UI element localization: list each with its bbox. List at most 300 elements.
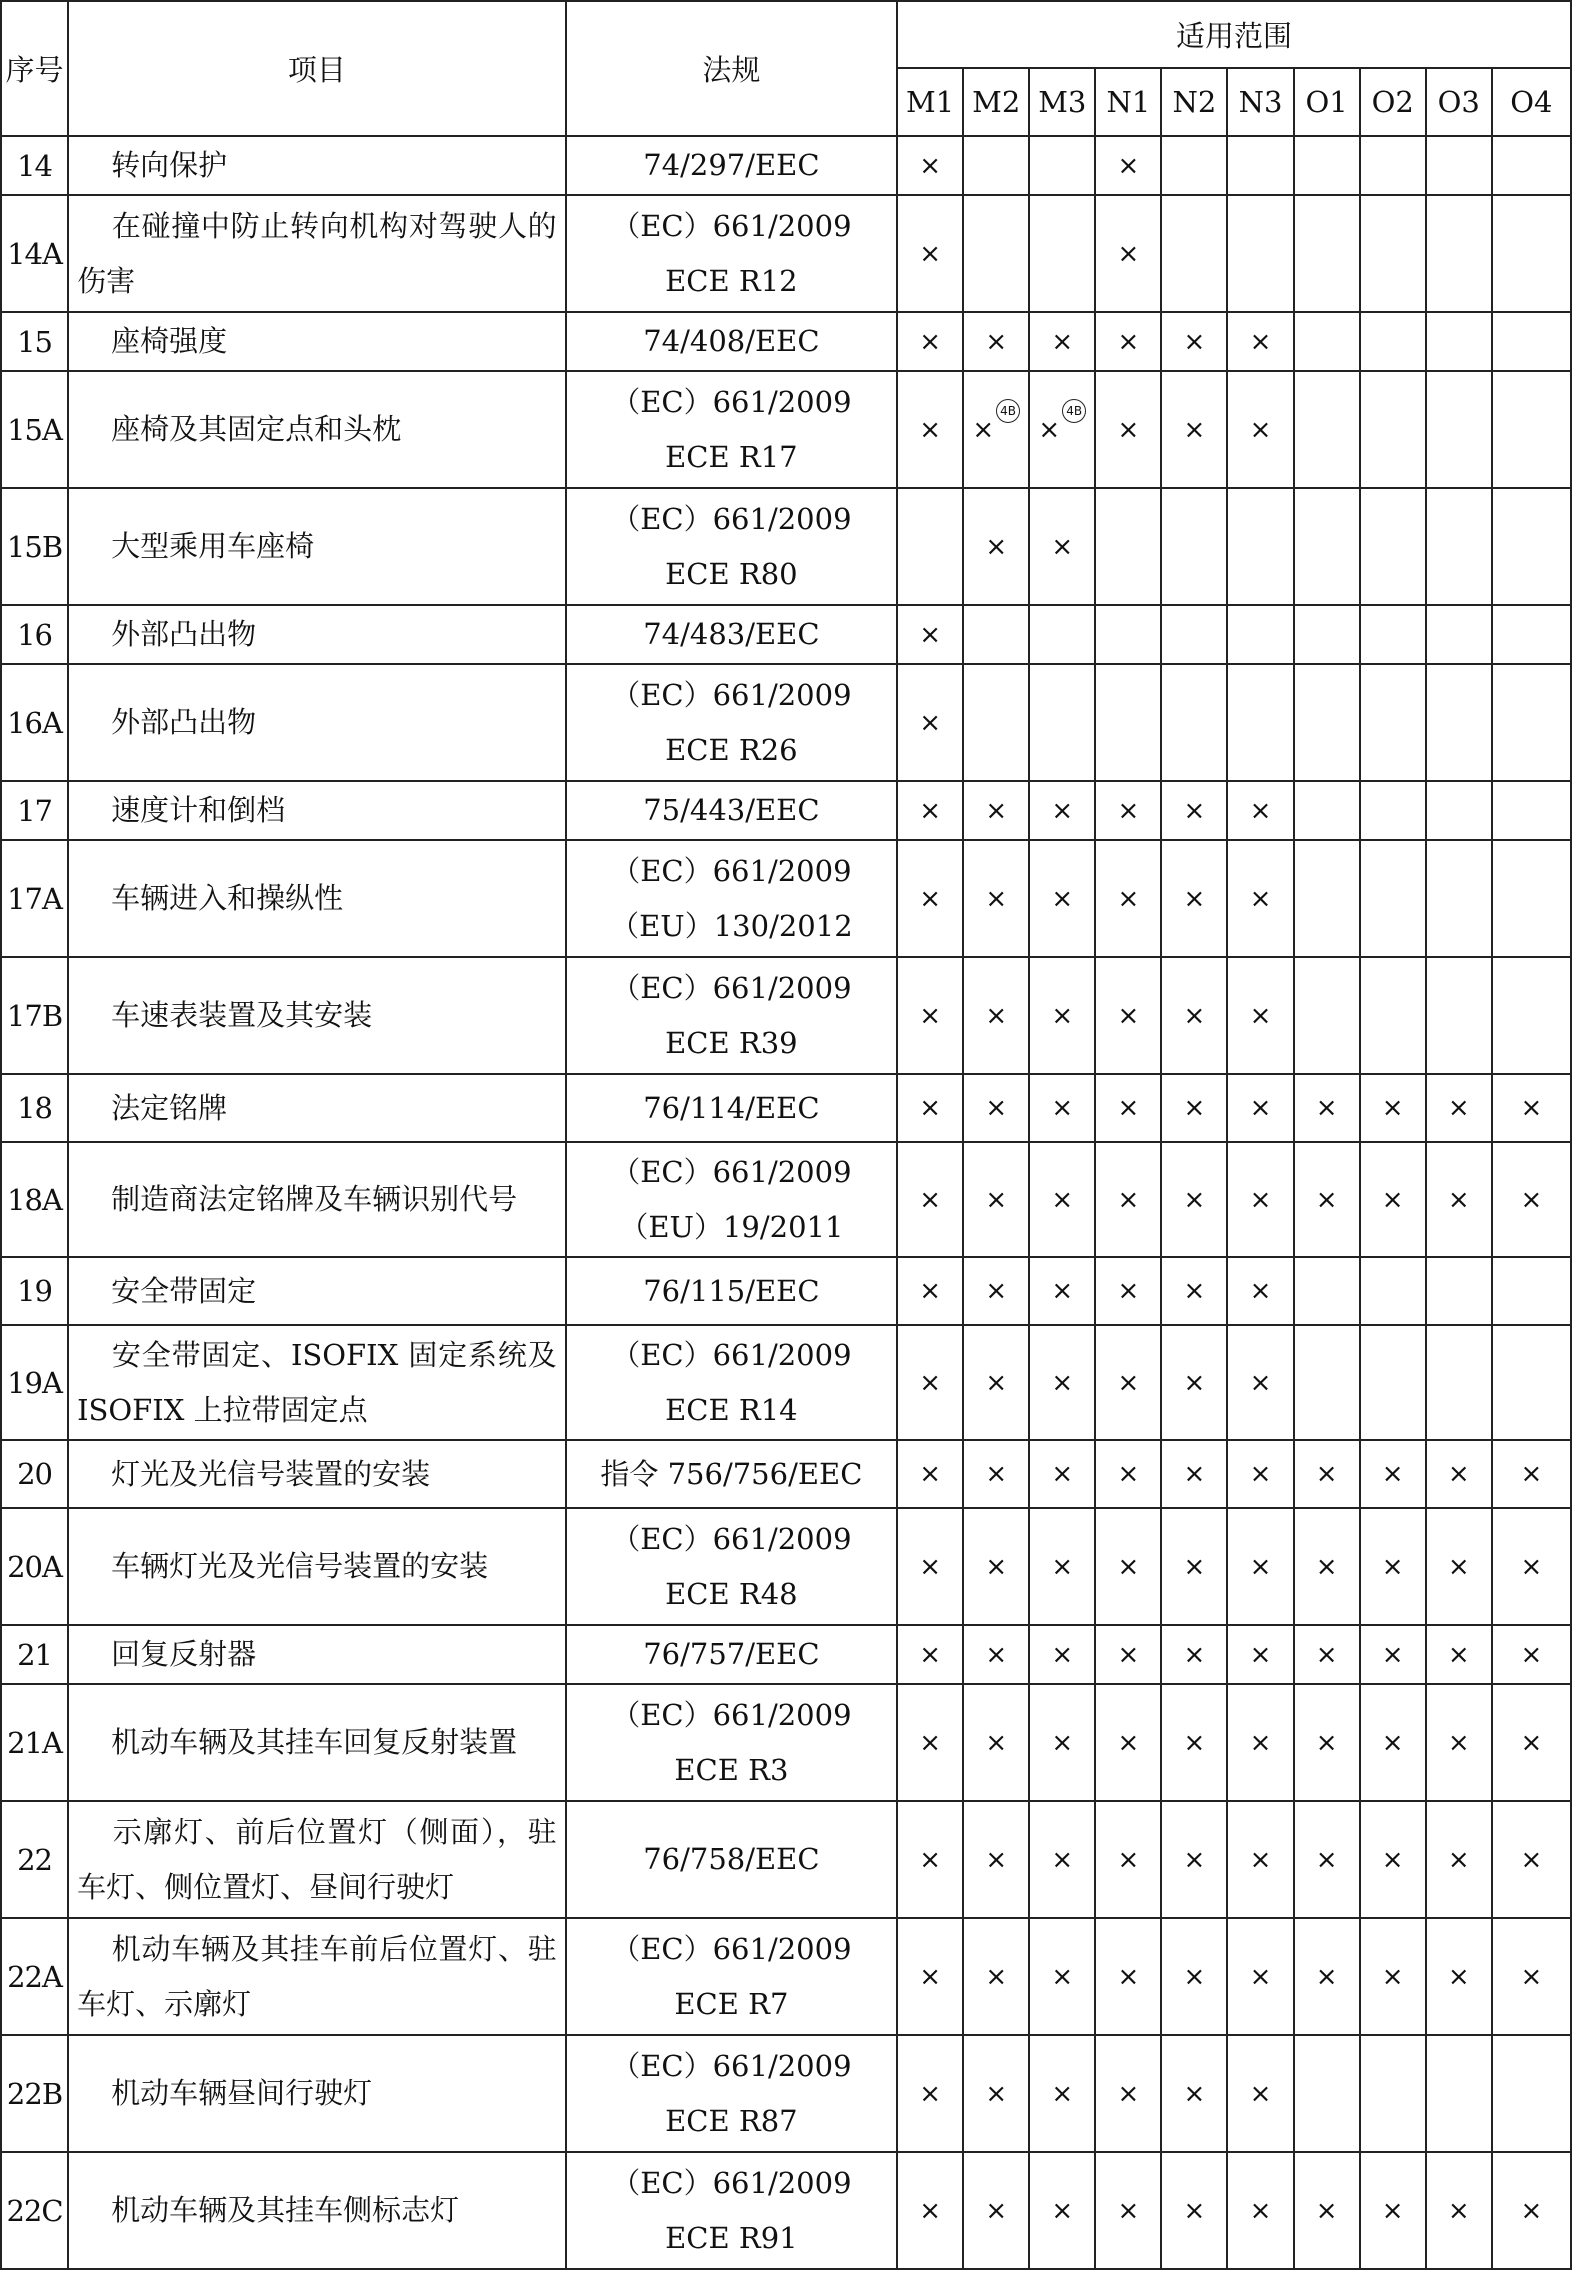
applicability-cell-m1 bbox=[897, 488, 963, 605]
applicability-cell-n2 bbox=[1161, 1325, 1227, 1440]
applicability-mark: × bbox=[1117, 1961, 1140, 1992]
row-item bbox=[68, 2035, 566, 2152]
row-law-line: ECE R80 bbox=[665, 556, 798, 591]
applicability-mark: × bbox=[1051, 1093, 1074, 1123]
applicability-mark: × bbox=[919, 795, 942, 826]
row-law-line: （EU）130/2012 bbox=[610, 908, 853, 943]
applicability-cell-n3 bbox=[1227, 371, 1293, 488]
applicability-cell-o3 bbox=[1426, 2035, 1492, 2152]
category-header-n2: N2 bbox=[1161, 68, 1227, 136]
row-number: 17A bbox=[1, 840, 68, 957]
row-law bbox=[566, 1325, 897, 1440]
applicability-mark: × bbox=[1051, 1276, 1074, 1306]
applicability-cell-o2 bbox=[1360, 1142, 1426, 1257]
applicability-cell-n1 bbox=[1095, 2152, 1161, 2269]
row-item bbox=[68, 1074, 566, 1142]
applicability-cell-m3 bbox=[1029, 2152, 1095, 2269]
row-law-line: （EC）661/2009 bbox=[611, 2048, 852, 2083]
applicability-cell-m2 bbox=[963, 957, 1029, 1074]
applicability-mark: × bbox=[919, 1093, 942, 1123]
row-item bbox=[68, 371, 566, 488]
applicability-mark: × bbox=[919, 1459, 942, 1489]
applicability-cell-o3 bbox=[1426, 957, 1492, 1074]
row-number: 21A bbox=[1, 1684, 68, 1801]
applicability-cell-m2 bbox=[963, 840, 1029, 957]
applicability-cell-o1 bbox=[1294, 957, 1360, 1074]
row-law bbox=[566, 312, 897, 371]
applicability-mark: × bbox=[919, 1844, 942, 1875]
applicability-cell-n3 bbox=[1227, 312, 1293, 371]
row-law-line: （EC）661/2009 bbox=[611, 1697, 852, 1732]
applicability-cell-n3 bbox=[1227, 488, 1293, 605]
applicability-mark: × bbox=[1117, 2195, 1140, 2226]
row-law-line: 74/297/EEC bbox=[643, 148, 820, 182]
row-number: 17B bbox=[1, 957, 68, 1074]
applicability-cell-m3 bbox=[1029, 957, 1095, 1074]
applicability-cell-n1 bbox=[1095, 1801, 1161, 1918]
row-item-text: 外部凸出物 bbox=[111, 705, 257, 739]
applicability-cell-o3 bbox=[1426, 1074, 1492, 1142]
applicability-cell-o1 bbox=[1294, 605, 1360, 664]
row-law-line: 76/757/EEC bbox=[643, 1637, 820, 1671]
row-item bbox=[68, 2152, 566, 2269]
applicability-cell-o1 bbox=[1294, 312, 1360, 371]
applicability-cell-m2 bbox=[963, 488, 1029, 605]
applicability-mark: × bbox=[985, 531, 1008, 562]
row-law-line: ECE R39 bbox=[665, 1025, 798, 1060]
applicability-cell-n1 bbox=[1095, 1508, 1161, 1625]
applicability-cell-o4 bbox=[1492, 136, 1571, 195]
applicability-cell-m2 bbox=[963, 1440, 1029, 1508]
row-law-line: ECE R14 bbox=[665, 1392, 798, 1427]
applicability-cell-o4 bbox=[1492, 605, 1571, 664]
row-law-line: ECE R12 bbox=[665, 263, 798, 298]
applicability-mark: × bbox=[1051, 1961, 1074, 1992]
row-item-text: 座椅强度 bbox=[111, 324, 228, 358]
row-item-text: 机动车辆及其挂车前后位置灯、驻车灯、示廓灯 bbox=[77, 1931, 557, 2021]
applicability-cell-m1 bbox=[897, 2035, 963, 2152]
row-number: 22A bbox=[1, 1918, 68, 2035]
applicability-mark: × bbox=[1381, 1184, 1404, 1215]
applicability-mark: × bbox=[919, 1000, 942, 1031]
applicability-cell-o1 bbox=[1294, 1142, 1360, 1257]
applicability-mark: × bbox=[1051, 795, 1074, 826]
applicability-mark: × bbox=[919, 238, 942, 269]
applicability-cell-o3 bbox=[1426, 488, 1492, 605]
applicability-mark: × bbox=[985, 1844, 1008, 1875]
applicability-mark: × bbox=[1183, 883, 1206, 914]
row-law-line: ECE R87 bbox=[665, 2103, 798, 2138]
applicability-mark: × bbox=[1447, 1551, 1470, 1582]
applicability-cell-m1 bbox=[897, 664, 963, 781]
applicability-cell-m3 bbox=[1029, 1440, 1095, 1508]
row-item bbox=[68, 136, 566, 195]
applicability-mark: × bbox=[1038, 414, 1061, 445]
applicability-cell-m3 bbox=[1029, 840, 1095, 957]
row-law bbox=[566, 781, 897, 840]
applicability-mark: × bbox=[1117, 1459, 1140, 1489]
applicability-mark: × bbox=[1183, 326, 1206, 357]
applicability-mark: × bbox=[1117, 1093, 1140, 1123]
table-row bbox=[1, 195, 1571, 312]
table-row bbox=[1, 1801, 1571, 1918]
applicability-cell-o2 bbox=[1360, 1325, 1426, 1440]
row-number: 22 bbox=[1, 1801, 68, 1918]
row-number: 16A bbox=[1, 664, 68, 781]
applicability-cell-n1 bbox=[1095, 371, 1161, 488]
row-law bbox=[566, 1440, 897, 1508]
applicability-mark: × bbox=[1381, 1961, 1404, 1992]
applicability-cell-o1 bbox=[1294, 488, 1360, 605]
applicability-mark: × bbox=[1447, 2195, 1470, 2226]
applicability-mark: × bbox=[985, 326, 1008, 357]
applicability-mark: × bbox=[1183, 795, 1206, 826]
applicability-cell-o3 bbox=[1426, 605, 1492, 664]
applicability-mark: × bbox=[1520, 1459, 1543, 1489]
applicability-cell-n1 bbox=[1095, 1257, 1161, 1325]
row-law bbox=[566, 1801, 897, 1918]
applicability-cell-o3 bbox=[1426, 136, 1492, 195]
applicability-mark: × bbox=[1117, 795, 1140, 826]
row-law-line: （EC）661/2009 bbox=[611, 208, 852, 243]
row-law-line: （EC）661/2009 bbox=[611, 970, 852, 1005]
applicability-cell-n3 bbox=[1227, 2035, 1293, 2152]
applicability-cell-m3 bbox=[1029, 1625, 1095, 1684]
applicability-cell-n2 bbox=[1161, 840, 1227, 957]
applicability-cell-o4 bbox=[1492, 371, 1571, 488]
row-law-line: 74/483/EEC bbox=[643, 617, 820, 651]
applicability-mark: × bbox=[1249, 1844, 1272, 1875]
applicability-cell-m3 bbox=[1029, 605, 1095, 664]
applicability-mark: × bbox=[985, 1093, 1008, 1123]
applicability-mark: × bbox=[985, 1000, 1008, 1031]
applicability-mark: × bbox=[985, 1459, 1008, 1489]
applicability-mark: × bbox=[1051, 1459, 1074, 1489]
applicability-cell-o4 bbox=[1492, 195, 1571, 312]
row-item-text: 速度计和倒档 bbox=[111, 793, 286, 827]
applicability-cell-m2 bbox=[963, 2152, 1029, 2269]
applicability-mark: × bbox=[1447, 1184, 1470, 1215]
applicability-cell-o3 bbox=[1426, 664, 1492, 781]
row-item-text: 法定铭牌 bbox=[111, 1090, 228, 1125]
applicability-mark: × bbox=[1249, 1459, 1272, 1489]
applicability-cell-o4 bbox=[1492, 1508, 1571, 1625]
row-law-line: ECE R7 bbox=[674, 1986, 789, 2021]
row-item-text: 灯光及光信号装置的安装 bbox=[111, 1456, 431, 1491]
applicability-cell-n3 bbox=[1227, 1142, 1293, 1257]
applicability-mark: × bbox=[1520, 1844, 1543, 1875]
applicability-mark: × bbox=[1315, 1184, 1338, 1215]
applicability-mark: × bbox=[1249, 1000, 1272, 1031]
applicability-cell-o2 bbox=[1360, 840, 1426, 957]
applicability-cell-m2 bbox=[963, 1074, 1029, 1142]
category-header-m3: M3 bbox=[1029, 68, 1095, 136]
applicability-cell-o2 bbox=[1360, 1257, 1426, 1325]
applicability-cell-n2 bbox=[1161, 312, 1227, 371]
table-row bbox=[1, 1684, 1571, 1801]
applicability-cell-m2 bbox=[963, 781, 1029, 840]
applicability-cell-n3 bbox=[1227, 605, 1293, 664]
row-item-text: 制造商法定铭牌及车辆识别代号 bbox=[111, 1182, 518, 1216]
applicability-cell-o3 bbox=[1426, 1918, 1492, 2035]
applicability-mark: × bbox=[1249, 1093, 1272, 1123]
applicability-mark: × bbox=[1249, 326, 1272, 357]
row-item-text: 车辆进入和操纵性 bbox=[111, 881, 344, 915]
applicability-mark: × bbox=[1183, 1184, 1206, 1215]
applicability-mark: × bbox=[1183, 1459, 1206, 1489]
applicability-mark: × bbox=[1447, 1727, 1470, 1758]
applicability-mark: × bbox=[919, 707, 942, 738]
applicability-cell-o2 bbox=[1360, 605, 1426, 664]
applicability-cell-n3 bbox=[1227, 1684, 1293, 1801]
applicability-cell-o2 bbox=[1360, 2035, 1426, 2152]
applicability-mark: × bbox=[1051, 1727, 1074, 1758]
applicability-mark: × bbox=[1183, 1551, 1206, 1582]
applicability-cell-o4 bbox=[1492, 1684, 1571, 1801]
applicability-cell-o1 bbox=[1294, 781, 1360, 840]
applicability-mark: × bbox=[985, 1727, 1008, 1758]
row-item bbox=[68, 312, 566, 371]
applicability-cell-o1 bbox=[1294, 1801, 1360, 1918]
header-law: 法规 bbox=[566, 1, 897, 136]
applicability-mark: × bbox=[1117, 2078, 1140, 2109]
applicability-mark: × bbox=[1249, 414, 1272, 445]
applicability-cell-n1 bbox=[1095, 664, 1161, 781]
applicability-mark: × bbox=[1117, 238, 1140, 269]
applicability-mark: × bbox=[1183, 1367, 1206, 1398]
applicability-cell-m1 bbox=[897, 1074, 963, 1142]
applicability-cell-n2 bbox=[1161, 1142, 1227, 1257]
applicability-mark: × bbox=[1520, 1727, 1543, 1758]
table-body bbox=[1, 136, 1571, 2269]
header-item: 项目 bbox=[68, 1, 566, 136]
applicability-cell-o1 bbox=[1294, 1440, 1360, 1508]
applicability-mark: × bbox=[985, 1961, 1008, 1992]
row-law-line: ECE R3 bbox=[674, 1752, 789, 1787]
row-law-line: ECE R48 bbox=[665, 1576, 798, 1611]
applicability-cell-o2 bbox=[1360, 1625, 1426, 1684]
row-law-line: （EC）661/2009 bbox=[611, 501, 852, 536]
applicability-cell-o2 bbox=[1360, 2152, 1426, 2269]
applicability-cell-o1 bbox=[1294, 1625, 1360, 1684]
applicability-cell-n2 bbox=[1161, 136, 1227, 195]
row-law bbox=[566, 2035, 897, 2152]
applicability-cell-n1 bbox=[1095, 840, 1161, 957]
row-law-line: 76/758/EEC bbox=[643, 1842, 820, 1876]
table-row bbox=[1, 957, 1571, 1074]
applicability-cell-n1 bbox=[1095, 1325, 1161, 1440]
footnote-ref: 4B bbox=[996, 399, 1020, 423]
applicability-cell-o3 bbox=[1426, 195, 1492, 312]
applicability-cell-n3 bbox=[1227, 1325, 1293, 1440]
row-item bbox=[68, 781, 566, 840]
row-law bbox=[566, 488, 897, 605]
applicability-cell-n2 bbox=[1161, 1684, 1227, 1801]
applicability-mark: × bbox=[985, 1639, 1008, 1670]
applicability-cell-n1 bbox=[1095, 1142, 1161, 1257]
table-row bbox=[1, 1074, 1571, 1142]
table-row bbox=[1, 2152, 1571, 2269]
row-item bbox=[68, 1684, 566, 1801]
applicability-mark: × bbox=[1117, 1727, 1140, 1758]
row-law-line: 75/443/EEC bbox=[643, 793, 820, 827]
applicability-cell-m2 bbox=[963, 605, 1029, 664]
applicability-cell-o4 bbox=[1492, 312, 1571, 371]
applicability-cell-m3 bbox=[1029, 1257, 1095, 1325]
applicability-cell-m2 bbox=[963, 1684, 1029, 1801]
row-law-line: ECE R17 bbox=[665, 439, 798, 474]
row-law bbox=[566, 957, 897, 1074]
applicability-cell-m2 bbox=[963, 2035, 1029, 2152]
applicability-mark: × bbox=[985, 795, 1008, 826]
applicability-mark: × bbox=[1315, 1093, 1338, 1123]
applicability-cell-n2 bbox=[1161, 781, 1227, 840]
row-item bbox=[68, 664, 566, 781]
applicability-cell-n2 bbox=[1161, 664, 1227, 781]
applicability-mark: × bbox=[1117, 1367, 1140, 1398]
applicability-mark: × bbox=[1381, 1844, 1404, 1875]
row-law bbox=[566, 2152, 897, 2269]
applicability-mark: × bbox=[1249, 1961, 1272, 1992]
applicability-mark: × bbox=[1249, 795, 1272, 826]
applicability-mark: × bbox=[1447, 1639, 1470, 1670]
applicability-mark: × bbox=[1051, 2195, 1074, 2226]
row-item-text: 车辆灯光及光信号装置的安装 bbox=[111, 1549, 489, 1583]
category-header-m1: M1 bbox=[897, 68, 963, 136]
table-header bbox=[1, 1, 1571, 136]
applicability-cell-n3 bbox=[1227, 1801, 1293, 1918]
applicability-mark: × bbox=[1520, 1961, 1543, 1992]
applicability-mark: × bbox=[1249, 2078, 1272, 2109]
row-item-text: 大型乘用车座椅 bbox=[111, 529, 315, 563]
applicability-cell-m2 bbox=[963, 1325, 1029, 1440]
applicability-mark: × bbox=[1249, 883, 1272, 914]
row-item-text: 回复反射器 bbox=[111, 1637, 257, 1671]
table-row bbox=[1, 1257, 1571, 1325]
applicability-mark: × bbox=[985, 883, 1008, 914]
row-item-text: 车速表装置及其安装 bbox=[111, 998, 373, 1032]
applicability-cell-n2 bbox=[1161, 1918, 1227, 2035]
applicability-cell-m3 bbox=[1029, 1142, 1095, 1257]
applicability-mark: × bbox=[1249, 1639, 1272, 1670]
row-law-line: 76/114/EEC bbox=[643, 1090, 820, 1125]
applicability-cell-o2 bbox=[1360, 488, 1426, 605]
applicability-cell-o4 bbox=[1492, 1142, 1571, 1257]
applicability-mark: × bbox=[1117, 414, 1140, 445]
applicability-cell-o3 bbox=[1426, 312, 1492, 371]
applicability-cell-n3 bbox=[1227, 2152, 1293, 2269]
applicability-mark: × bbox=[1447, 1093, 1470, 1123]
applicability-cell-n1 bbox=[1095, 1074, 1161, 1142]
applicability-cell-m2 bbox=[963, 371, 1029, 488]
applicability-cell-n1 bbox=[1095, 1684, 1161, 1801]
row-item-text: 在碰撞中防止转向机构对驾驶人的伤害 bbox=[77, 208, 557, 298]
applicability-cell-n3 bbox=[1227, 1440, 1293, 1508]
row-law bbox=[566, 664, 897, 781]
applicability-cell-m1 bbox=[897, 371, 963, 488]
applicability-cell-m3 bbox=[1029, 781, 1095, 840]
applicability-mark: × bbox=[1183, 1276, 1206, 1306]
applicability-cell-n2 bbox=[1161, 2035, 1227, 2152]
row-item bbox=[68, 1325, 566, 1440]
row-number: 21 bbox=[1, 1625, 68, 1684]
applicability-cell-n1 bbox=[1095, 1625, 1161, 1684]
applicability-cell-n2 bbox=[1161, 1257, 1227, 1325]
footnote-ref: 4B bbox=[1062, 399, 1086, 423]
category-header-m2: M2 bbox=[963, 68, 1029, 136]
table-row bbox=[1, 1918, 1571, 2035]
applicability-cell-n3 bbox=[1227, 1508, 1293, 1625]
applicability-mark: × bbox=[919, 1961, 942, 1992]
applicability-cell-o3 bbox=[1426, 1257, 1492, 1325]
table-row bbox=[1, 605, 1571, 664]
applicability-mark: × bbox=[1249, 1727, 1272, 1758]
applicability-cell-m3 bbox=[1029, 1074, 1095, 1142]
applicability-cell-n2 bbox=[1161, 371, 1227, 488]
applicability-mark: × bbox=[1183, 1844, 1206, 1875]
applicability-cell-o3 bbox=[1426, 1625, 1492, 1684]
applicability-mark: × bbox=[1183, 1961, 1206, 1992]
applicability-cell-o2 bbox=[1360, 781, 1426, 840]
row-item-text: 示廓灯、前后位置灯（侧面），驻车灯、侧位置灯、昼间行驶灯 bbox=[77, 1814, 557, 1904]
applicability-mark: × bbox=[1315, 1639, 1338, 1670]
applicability-cell-o2 bbox=[1360, 1684, 1426, 1801]
row-law bbox=[566, 605, 897, 664]
applicability-cell-m3 bbox=[1029, 1325, 1095, 1440]
applicability-mark: × bbox=[1315, 1459, 1338, 1489]
applicability-mark: × bbox=[1051, 326, 1074, 357]
row-law-line: ECE R26 bbox=[665, 732, 798, 767]
applicability-mark: × bbox=[1117, 326, 1140, 357]
row-law bbox=[566, 1918, 897, 2035]
applicability-cell-o2 bbox=[1360, 1801, 1426, 1918]
applicability-cell-o2 bbox=[1360, 1440, 1426, 1508]
row-item-text: 转向保护 bbox=[111, 148, 228, 182]
table-row bbox=[1, 312, 1571, 371]
applicability-cell-m3 bbox=[1029, 1684, 1095, 1801]
applicability-cell-m1 bbox=[897, 1918, 963, 2035]
applicability-cell-n2 bbox=[1161, 1508, 1227, 1625]
row-law-line: 74/408/EEC bbox=[643, 324, 820, 358]
applicability-cell-o1 bbox=[1294, 664, 1360, 781]
applicability-cell-m3 bbox=[1029, 371, 1095, 488]
table-row bbox=[1, 136, 1571, 195]
applicability-cell-o3 bbox=[1426, 781, 1492, 840]
row-number: 19 bbox=[1, 1257, 68, 1325]
applicability-mark: × bbox=[1249, 1367, 1272, 1398]
applicability-mark: × bbox=[919, 1551, 942, 1582]
table-row bbox=[1, 488, 1571, 605]
row-item bbox=[68, 1801, 566, 1918]
row-item bbox=[68, 1625, 566, 1684]
applicability-mark: × bbox=[1117, 1844, 1140, 1875]
applicability-mark: × bbox=[1315, 1551, 1338, 1582]
applicability-cell-m1 bbox=[897, 1508, 963, 1625]
row-item-text: 机动车辆昼间行驶灯 bbox=[111, 2076, 373, 2110]
table-row bbox=[1, 840, 1571, 957]
applicability-cell-o1 bbox=[1294, 1325, 1360, 1440]
row-law bbox=[566, 371, 897, 488]
applicability-cell-m2 bbox=[963, 1257, 1029, 1325]
applicability-cell-o2 bbox=[1360, 312, 1426, 371]
row-item bbox=[68, 488, 566, 605]
applicability-cell-o3 bbox=[1426, 1801, 1492, 1918]
row-number: 14 bbox=[1, 136, 68, 195]
applicability-cell-n1 bbox=[1095, 1918, 1161, 2035]
applicability-cell-m3 bbox=[1029, 488, 1095, 605]
applicability-mark: × bbox=[1183, 1727, 1206, 1758]
applicability-cell-o4 bbox=[1492, 1074, 1571, 1142]
